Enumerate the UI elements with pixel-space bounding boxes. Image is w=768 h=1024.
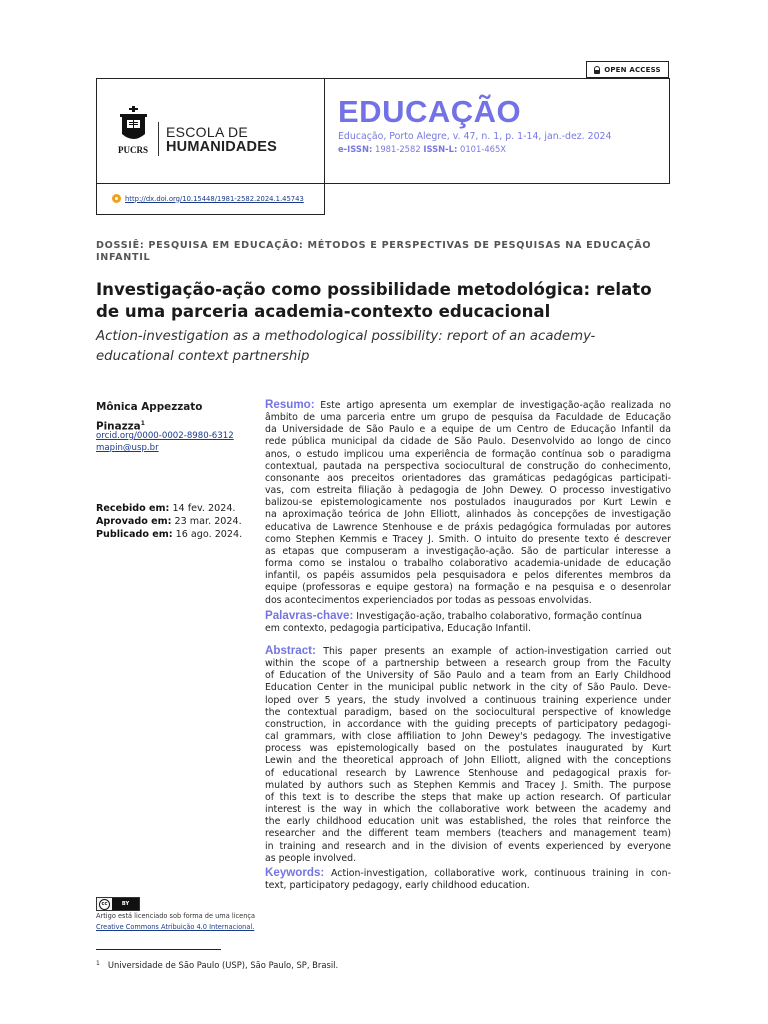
author-name-text: Mônica Appezzato Pinazza: [96, 401, 203, 432]
logo-divider: [158, 122, 159, 156]
abstract-section: [265, 645, 671, 865]
published-value: 16 ago. 2024.: [175, 529, 243, 540]
license-text: Artigo está licenciado sob forma de uma licença: [96, 912, 256, 920]
palavras-line: em contexto, pedagogia participativa, Educação Infantil.: [265, 623, 532, 635]
abstract-line: in training and research and in the division of events experienced by everyone: [265, 840, 671, 852]
received-label: Recebido em:: [96, 503, 170, 514]
abstract-line: This paper presents an example of action-investigation carried out: [323, 646, 672, 657]
abstract-line: within the scope of a partnership between a research group from the Faculty: [265, 658, 671, 670]
issnl-label: ISSN-L:: [423, 144, 458, 154]
doi-icon: [112, 194, 121, 203]
footnote-number: 1: [96, 960, 100, 967]
abstract-line: cal grammars, with close affiliation to John Dewey's pedagogy. The investigative: [265, 731, 671, 743]
resumo-line: na aproximação teórica de John Elliott, alinhados às concepções de investigação: [265, 509, 671, 521]
cc-icon: cc: [99, 899, 110, 910]
article-title: Investigação-ação como possibilidade metodológica: relato de uma parceria academia-contexto educacional: [96, 280, 652, 321]
resumo-line: consonante aos preceitos orientadores das gramáticas pedagógicas participati-: [265, 472, 671, 484]
open-access-badge: [586, 61, 669, 78]
author-footnote-mark: 1: [140, 419, 145, 427]
email-link[interactable]: mapin@usp.br: [96, 443, 159, 453]
abstract-line: mulated by authors such as Stephen Kemmis and Tracey J. Smith. The purpose: [265, 779, 671, 791]
published-date: [96, 529, 242, 540]
abstract-line: process was epistemologically based on the postulates inaugurated by Kurt: [265, 743, 671, 755]
open-access-label: OPEN ACCESS: [604, 65, 661, 74]
resumo-line: Este artigo apresenta um exemplar de investigação-ação realizada no: [320, 400, 671, 411]
received-date: [96, 503, 236, 514]
school-name-line2: HUMANIDADES: [166, 139, 277, 155]
resumo-line: educativa de Lawrence Stenhouse e de práxis pedagógica formuladas por autores: [265, 521, 671, 533]
journal-issn: [338, 144, 506, 154]
journal-name: EDUCAÇÃO: [338, 94, 522, 129]
article-subtitle: Action-investigation as a methodological possibility: report of an academy-educational context partnership: [96, 329, 596, 364]
by-icon: BY: [112, 898, 139, 910]
author-name: [96, 400, 246, 434]
school-name-line1: ESCOLA DE: [166, 124, 249, 140]
cc-by-license-icon[interactable]: [96, 897, 140, 911]
abstract-label: Abstract:: [265, 644, 316, 657]
abstract-line: loped over 5 years, the study involved a continuous training experience under: [265, 694, 671, 706]
keywords-line: text, participatory pedagogy, early childhood education.: [265, 880, 530, 892]
eissn-label: e-ISSN:: [338, 144, 373, 154]
abstract-line: Education Center in the municipal public network in the city of São Paulo. Deve-: [265, 682, 671, 694]
abstract-line: construction, in accordance with the guiding precepts of participatory pedagogi-: [265, 718, 671, 730]
pucrs-wordmark: PUCRS: [118, 145, 149, 155]
received-value: 14 fev. 2024.: [172, 503, 236, 514]
resumo-line: equipe (professoras e equipe gestora) na formação e na pesquisa e o desenrolar: [265, 582, 671, 594]
keywords-first-line: [265, 867, 671, 880]
resumo-line: dos acontecimentos experienciados por todas as pessoas envolvidas.: [265, 594, 592, 606]
keywords-line: Action-investigation, collaborative work, continuous training in con-: [331, 868, 671, 879]
eissn-value: 1981-2582: [375, 144, 421, 154]
footnote-text: Universidade de São Paulo (USP), São Paulo, SP, Brasil.: [107, 960, 339, 970]
abstract-line: Lewin and the theoretical approach of John Elliott, aligned with the conceptions: [265, 755, 671, 767]
resumo-line: infantil, os papéis assumidos pela pesquisadora e pelos diferentes membros da: [265, 570, 671, 582]
resumo-section: [265, 399, 671, 607]
keywords-label: Keywords:: [265, 866, 325, 879]
dossier-heading: DOSSIÊ: PESQUISA EM EDUCAÇÃO: MÉTODOS E PERSPECTIVAS DE PESQUISAS NA EDUCAÇÃO INFANTIL: [96, 240, 652, 263]
license-link[interactable]: Creative Commons Atribuição 4.0 Internacional.: [96, 923, 255, 931]
abstract-line: of this text is to describe the steps that make up action research. Of particular: [265, 791, 671, 803]
abstract-line: researcher and the different team members (teachers and management team): [265, 828, 671, 840]
resumo-line: forma como se instalou o trabalho colaborativo academia-unidade de educação: [265, 558, 671, 570]
resumo-line: rede pública municipal da cidade de São Paulo. Desenvolvido ao longo de cinco: [265, 436, 671, 448]
resumo-line: da Universidade de São Paulo e a equipe de um Centro de Educação Infantil da: [265, 424, 671, 436]
keywords-section: [265, 867, 671, 892]
resumo-line: vas, com estreita filiação à pedagogia de John Dewey. O processo investigativo: [265, 485, 671, 497]
approved-value: 23 mar. 2024.: [174, 516, 242, 527]
abstract-line: interest is the way in which the collaborative work between the academy and: [265, 804, 671, 816]
resumo-line: âmbito de uma parceria entre um grupo de pesquisa da Faculdade de Educação: [265, 412, 671, 424]
palavras-chave-label: Palavras-chave:: [265, 609, 354, 622]
journal-citation: Educação, Porto Alegre, v. 47, n. 1, p. 1-14, jan.-dez. 2024: [338, 131, 612, 142]
abstract-first-line: [265, 645, 671, 658]
abstract-line: of educational research by Lawrence Stenhouse and pedagogical praxis for-: [265, 767, 671, 779]
resumo-line: balizou-se epistemologicamente nos postulados inaugurados por Kurt Lewin e: [265, 497, 671, 509]
palavras-first-line: [265, 610, 671, 623]
abstract-line: as people involved.: [265, 852, 357, 864]
footnote-divider: [96, 949, 221, 950]
footnote: [96, 960, 338, 970]
resumo-first-line: [265, 399, 671, 412]
published-label: Publicado em:: [96, 529, 173, 540]
resumo-line: contextual, pautada na perspectiva sociocultural de construção do conhecimento,: [265, 460, 671, 472]
abstract-line: the contextual paradigm, based on the sociocultural perspective of knowledge: [265, 706, 671, 718]
abstract-line: the early childhood education unit was established, the roles that reinforce the: [265, 816, 671, 828]
approved-label: Aprovado em:: [96, 516, 172, 527]
doi-link[interactable]: http://dx.doi.org/10.15448/1981-2582.2024.1.45743: [125, 194, 304, 203]
issnl-value: 0101-465X: [459, 144, 507, 154]
resumo-line: como Stephen Kemmis e Tracey J. Smith. O intuito do presente texto é descrever: [265, 533, 671, 545]
resumo-label: Resumo:: [265, 398, 315, 411]
approved-date: [96, 516, 242, 527]
palavras-line: Investigação-ação, trabalho colaborativo, formação contínua: [356, 611, 642, 622]
lock-open-icon: [594, 66, 600, 74]
resumo-line: anos, o estudo implicou uma experiência de formação contínua sob o paradigma: [265, 448, 671, 460]
palavras-chave-section: [265, 610, 671, 635]
resumo-line: as etapas que compuseram a investigação-ação. São de particular interesse a: [265, 545, 671, 557]
abstract-line: of Education of the University of São Paulo and a team from an Early Childhood: [265, 670, 671, 682]
orcid-link[interactable]: orcid.org/0000-0002-8980-6312: [96, 431, 234, 441]
doi-box: [96, 183, 325, 215]
